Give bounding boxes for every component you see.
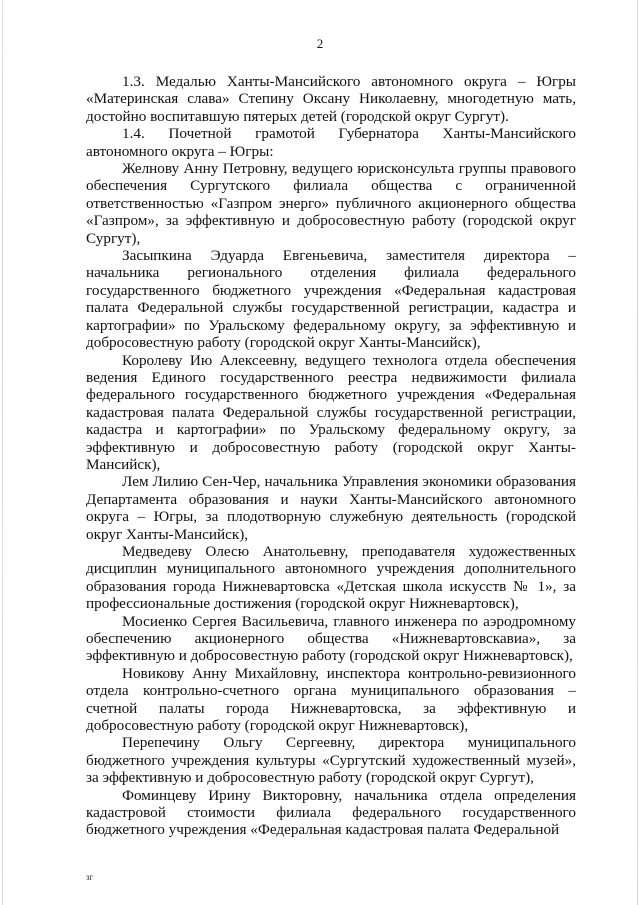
page-number: 2 [316, 36, 324, 51]
scan-edge-right [637, 0, 638, 905]
paragraph-medal-award: 1.3. Медалью Ханты-Мансийского автономного округа – Югры «Материнская слава» Степину Оксану Николаевну, многодетную мать, достойно воспитавшую пятерых детей (городской округ Сургут). [86, 73, 576, 125]
paragraph-awardee: Королеву Ию Алексеевну, ведущего технолога отдела обеспечения ведения Единого государственного реестра недвижимости филиала федерального государственного бюджетного учреждения «Федеральная кадастровая палата Федеральной службы государственной регистрации, кадастра и картографии» по Уральскому федеральному округу, за эффективную и добросовестную работу (городской округ Ханты-Мансийск), [86, 351, 576, 473]
paragraph-awardee: Мосиенко Сергея Васильевича, главного инженера по аэродромному обеспечению акционерного общества «Нижневартовскавиа», за эффективную и добросовестную работу (городской округ Нижневартовск), [86, 612, 576, 665]
paragraph-awardee: Желнову Анну Петровну, ведущего юрисконсульта группы правового обеспечения Сургутского филиала общества с ограниченной ответственностью «Газпром энерго» публичного акционерного общества «Газпром», за эффективную и добросовестную работу (городской округ Сургут), [86, 160, 576, 247]
paragraph-awardee: Новикову Анну Михайловну, инспектора контрольно-ревизионного отдела контрольно-счетного органа муниципального образования – счетной палаты города Нижневартовска, за эффективную и добросовестную работу (городской округ Нижневартовск), [86, 664, 576, 735]
paragraph-awardee: Лем Лилию Сен-Чер, начальника Управления экономики образования Департамента образования и науки Ханты-Мансийского автономного округа – Югры, за плодотворную служебную деятельность (городской округ Ханты-Мансийск), [86, 473, 576, 543]
paragraph-awardee: Медведеву Олесю Анатольевну, преподавателя художественных дисциплин муниципального автономного учреждения дополнительного образования города Нижневартовска «Детская школа искусств № 1», за профессиональные достижения (городской округ Нижневартовск), [86, 542, 576, 613]
scan-edge-left [2, 0, 3, 905]
footer-initials: зг [86, 872, 94, 882]
paragraph-awardee: Засыпкина Эдуарда Евгеньевича, заместителя директора – начальника регионального отделения филиала федерального государственного бюджетного учреждения «Федеральная кадастровая палата Федеральной службы государственной регистрации, кадастра и картографии» по Уральскому федеральному округу, за эффективную и добросовестную работу (городской округ Ханты-Мансийск), [86, 247, 576, 352]
paragraph-honor-diploma-heading: 1.4. Почетной грамотой Губернатора Ханты-Мансийского автономного округа – Югры: [86, 125, 576, 160]
paragraph-awardee: Перепечину Ольгу Сергеевну, директора муниципального бюджетного учреждения культуры «Сургутский художественный музей», за эффективную и добросовестную работу (городской округ Сургут), [86, 734, 576, 787]
paragraph-awardee: Фоминцеву Ирину Викторовну, начальника отдела определения кадастровой стоимости филиала федерального государственного бюджетного учреждения «Федеральная кадастровая палата Федеральной [86, 786, 576, 839]
document-body [86, 73, 576, 839]
